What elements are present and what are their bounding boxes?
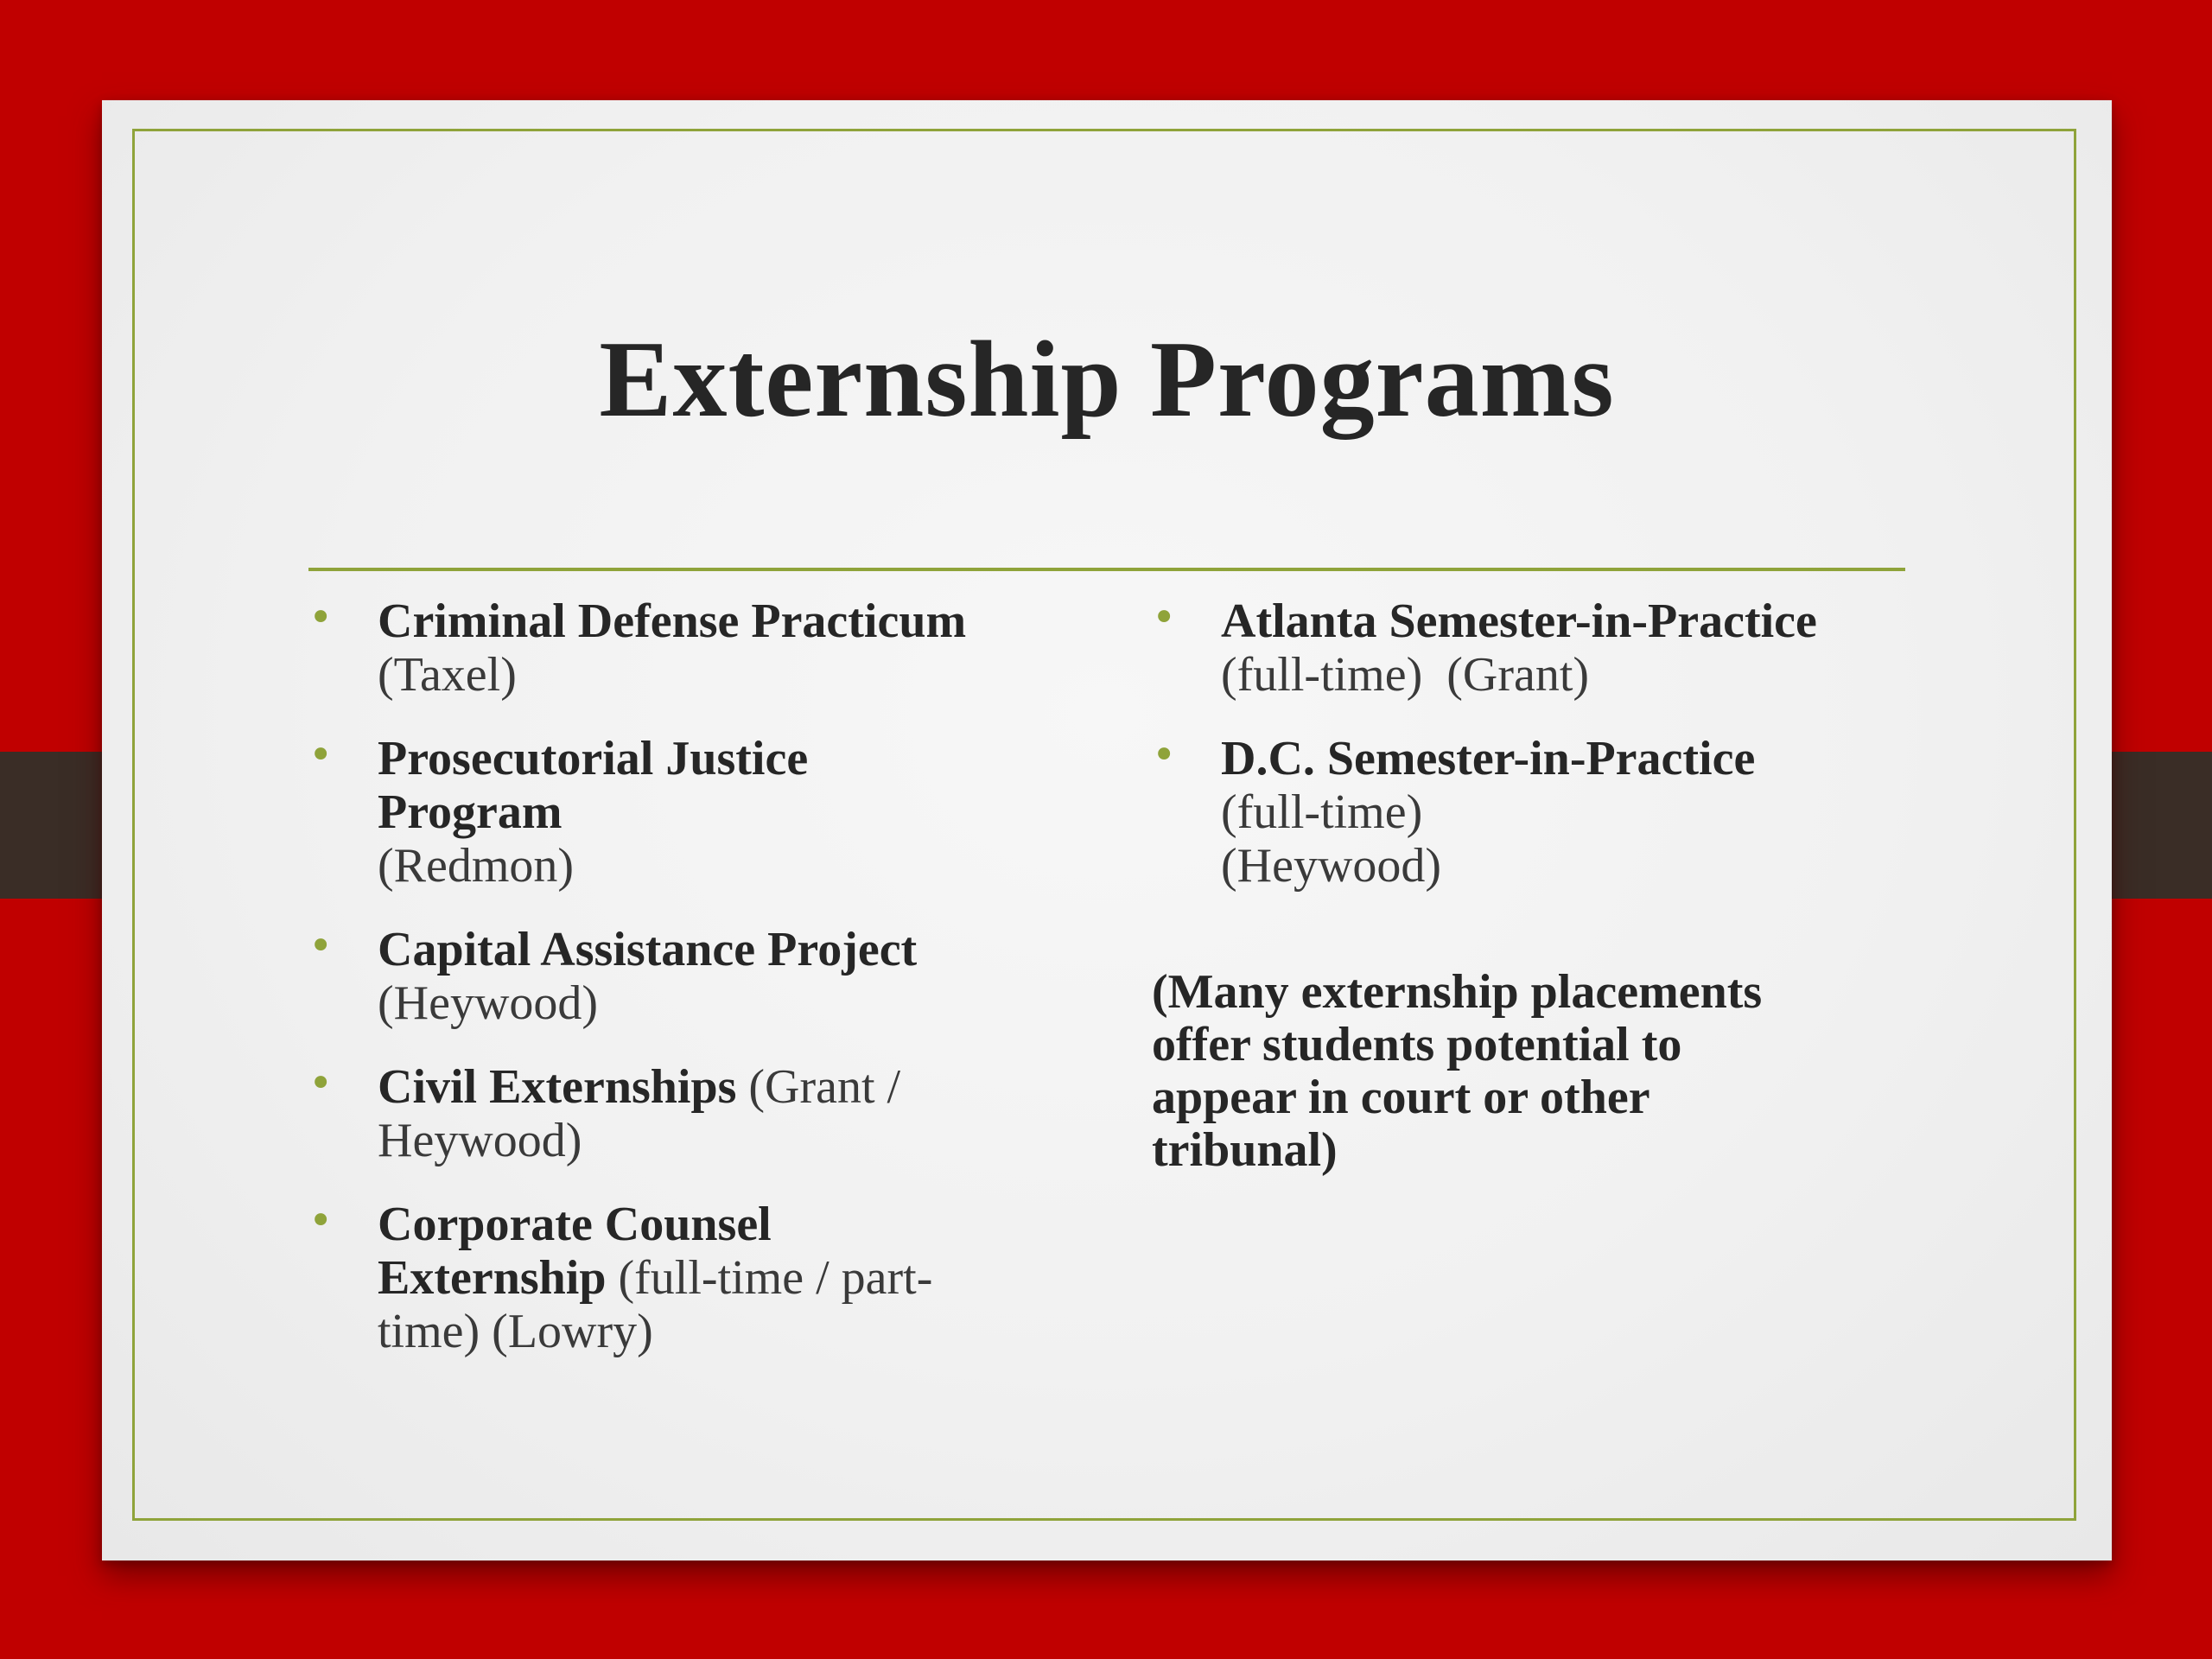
bullet-icon: • — [308, 1197, 334, 1245]
note-line: (Many externship placements — [1152, 965, 1763, 1019]
item-title: Atlanta Semester-in-Practice — [1221, 594, 1817, 648]
item-detail: time) (Lowry) — [378, 1305, 653, 1358]
list-item-criminal-defense — [308, 594, 1086, 702]
item-first-line — [378, 1060, 1086, 1114]
item-inline-detail: (full-time / part- — [606, 1251, 933, 1305]
item-detail-continued: (Heywood) — [1221, 839, 1442, 893]
item-detail: (full-time) — [1221, 785, 1423, 839]
item-title: Corporate Counsel — [378, 1198, 772, 1251]
item-detail: (Heywood) — [378, 976, 599, 1030]
item-title: Prosecutorial Justice — [378, 732, 809, 785]
item-title-continued: Externship — [378, 1251, 607, 1305]
list-item-corporate-counsel — [308, 1198, 1086, 1358]
item-detail: (Taxel) — [378, 648, 517, 702]
note-line: appear in court or other — [1152, 1071, 1650, 1124]
list-item-prosecutorial-justice — [308, 732, 1086, 893]
bullet-icon: • — [1152, 594, 1177, 642]
item-inline-detail: (Grant / — [736, 1060, 901, 1114]
item-second-line — [378, 1251, 1086, 1305]
item-title: Criminal Defense Practicum — [378, 594, 967, 648]
note-line: offer students potential to — [1152, 1018, 1682, 1071]
right-column — [1152, 594, 1895, 923]
list-item-capital-assistance — [308, 923, 1086, 1030]
bullet-icon: • — [1152, 731, 1177, 779]
item-detail: (Redmon) — [378, 839, 575, 893]
title-divider — [308, 568, 1905, 571]
list-item-atlanta-semester — [1152, 594, 1895, 702]
item-detail: Heywood) — [378, 1114, 582, 1167]
list-item-civil-externships — [308, 1060, 1086, 1167]
left-column — [308, 594, 1086, 1389]
slide-title: Externship Programs — [599, 320, 1615, 440]
bullet-icon: • — [308, 1059, 334, 1108]
item-title-continued: Program — [378, 785, 563, 839]
list-item-dc-semester — [1152, 732, 1895, 893]
bullet-icon: • — [308, 922, 334, 970]
item-title: D.C. Semester-in-Practice — [1221, 732, 1756, 785]
item-detail: (full-time) (Grant) — [1221, 648, 1590, 702]
item-title: Capital Assistance Project — [378, 923, 918, 976]
bullet-icon: • — [308, 731, 334, 779]
item-title: Civil Externships — [378, 1060, 737, 1114]
bullet-icon: • — [308, 594, 334, 642]
note-line: tribunal) — [1152, 1123, 1338, 1177]
externship-note — [1152, 966, 1895, 1177]
